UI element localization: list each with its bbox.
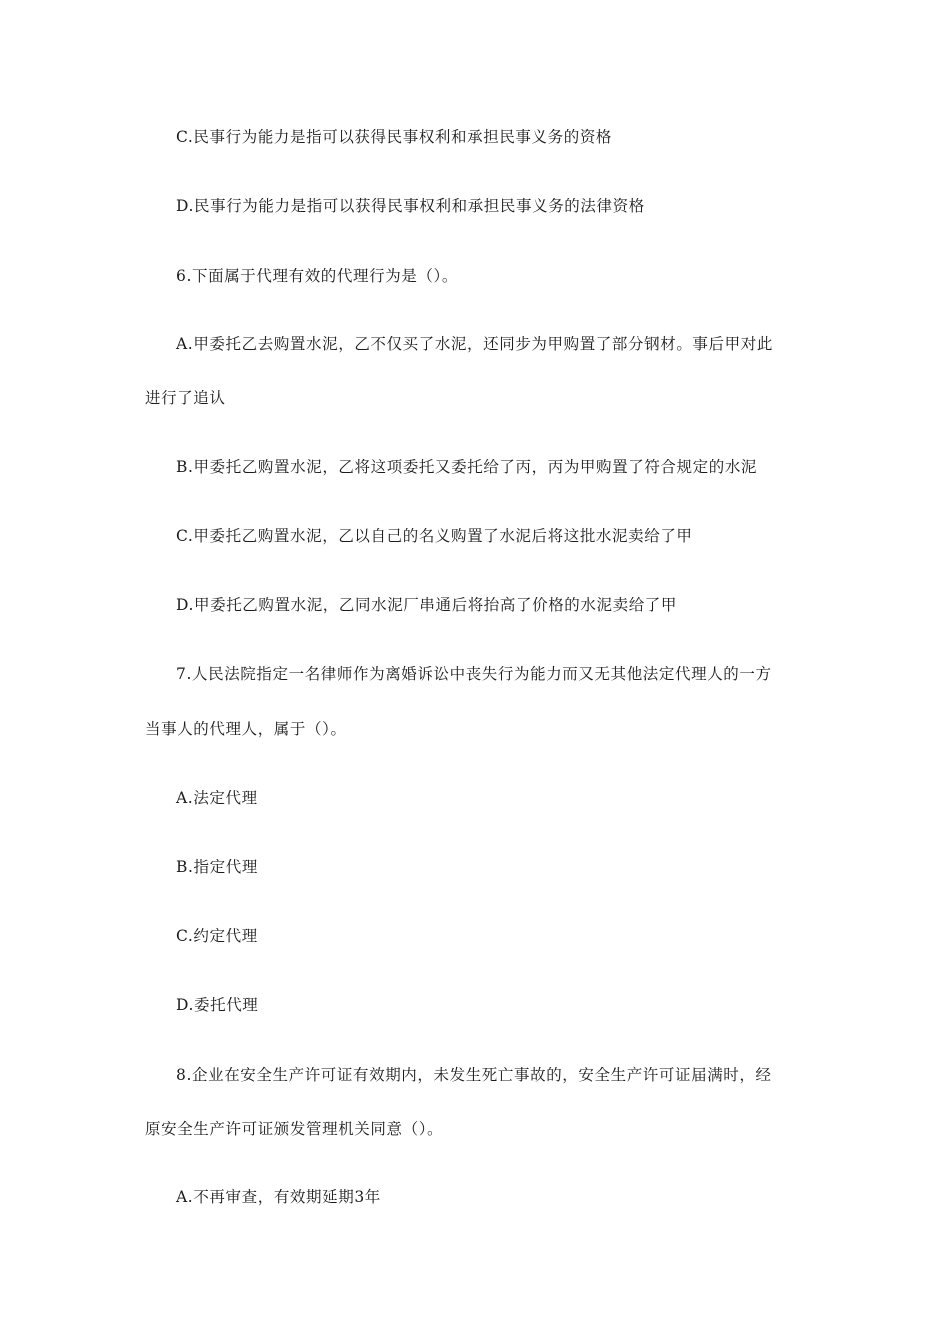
question-7: 7.人民法院指定一名律师作为离婚诉讼中丧失行为能力而又无其他法定代理人的一方 <box>176 665 772 683</box>
option-c-q5: C.民事行为能力是指可以获得民事权利和承担民事义务的资格 <box>176 128 613 146</box>
option-d-q7: D.委托代理 <box>176 996 259 1014</box>
question-8-continued: 原安全生产许可证颁发管理机关同意（）。 <box>145 1120 444 1138</box>
question-8: 8.企业在安全生产许可证有效期内，未发生死亡事故的，安全生产许可证届满时，经 <box>176 1066 772 1084</box>
question-7-continued: 当事人的代理人，属于（）。 <box>145 720 347 738</box>
option-a-q6: A.甲委托乙去购置水泥，乙不仅买了水泥，还同步为甲购置了部分钢材。事后甲对此 <box>176 335 773 353</box>
option-d-q6: D.甲委托乙购置水泥，乙同水泥厂串通后将抬高了价格的水泥卖给了甲 <box>176 596 678 614</box>
option-a-q8: A.不再审查，有效期延期3年 <box>176 1188 381 1206</box>
option-d-q5: D.民事行为能力是指可以获得民事权利和承担民事义务的法律资格 <box>176 197 645 215</box>
option-c-q7: C.约定代理 <box>176 927 258 945</box>
option-c-q6: C.甲委托乙购置水泥，乙以自己的名义购置了水泥后将这批水泥卖给了甲 <box>176 527 693 545</box>
option-b-q7: B.指定代理 <box>176 858 258 876</box>
question-6: 6.下面属于代理有效的代理行为是（）。 <box>176 267 458 285</box>
option-a-q6-continued: 进行了追认 <box>145 389 226 407</box>
option-a-q7: A.法定代理 <box>176 789 258 807</box>
option-b-q6: B.甲委托乙购置水泥，乙将这项委托又委托给了丙，丙为甲购置了符合规定的水泥 <box>176 458 758 476</box>
